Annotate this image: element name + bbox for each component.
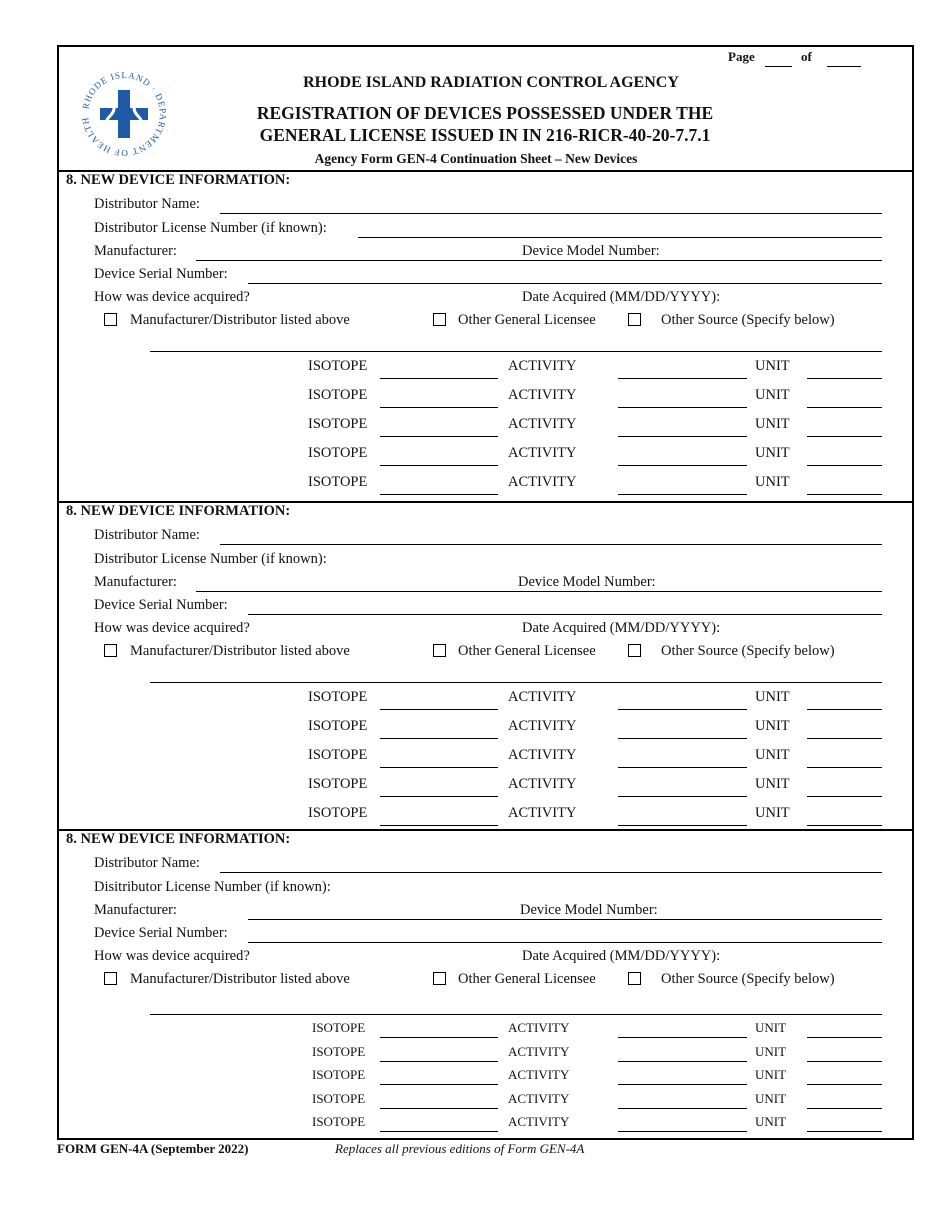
manufacturer-distributor-label: Manufacturer/Distributor listed above: [130, 312, 350, 328]
other-source-specify-field[interactable]: [150, 682, 882, 683]
distributor-license-label: Distributor License Number (if known):: [94, 220, 327, 236]
isotope-field[interactable]: [380, 465, 498, 466]
unit-label: UNIT: [755, 805, 790, 821]
unit-field[interactable]: [807, 1108, 882, 1109]
unit-label: UNIT: [755, 1114, 787, 1129]
page-total-field[interactable]: [827, 66, 861, 67]
form-title-line2: GENERAL LICENSE ISSUED IN IN 216-RICR-40-20-7.7.1: [259, 125, 711, 145]
unit-label: UNIT: [755, 718, 790, 734]
serial-number-field[interactable]: [248, 283, 882, 284]
activity-label: ACTIVITY: [508, 689, 577, 705]
activity-label: ACTIVITY: [508, 747, 577, 763]
unit-label: UNIT: [755, 1043, 787, 1059]
device-model-label: Device Model Number:: [520, 902, 658, 918]
unit-label: UNIT: [755, 358, 790, 374]
manufacturer-distributor-checkbox[interactable]: [104, 972, 117, 985]
other-source-specify-field[interactable]: [150, 351, 882, 352]
isotope-field[interactable]: [380, 378, 498, 379]
unit-label: UNIT: [755, 1067, 787, 1082]
activity-field[interactable]: [618, 738, 747, 739]
isotope-label: ISOTOPE: [312, 1114, 366, 1129]
section-title: 8. NEW DEVICE INFORMATION:: [66, 831, 291, 847]
manufacturer-label: Manufacturer:: [94, 574, 177, 590]
activity-field[interactable]: [618, 767, 747, 768]
how-acquired-label: How was device acquired?: [94, 948, 250, 964]
activity-label: ACTIVITY: [508, 1043, 570, 1059]
unit-field[interactable]: [807, 436, 882, 437]
other-source-label: Other Source (Specify below): [661, 971, 835, 987]
distributor-license-label: Disitributor License Number (if known):: [94, 879, 331, 895]
distributor-name-label: Distributor Name:: [94, 527, 200, 543]
isotope-label: ISOTOPE: [308, 776, 368, 792]
unit-label: UNIT: [755, 416, 790, 432]
activity-field[interactable]: [618, 1108, 747, 1109]
isotope-label: ISOTOPE: [312, 1067, 366, 1082]
manufacturer-field[interactable]: [248, 919, 882, 920]
unit-label: UNIT: [755, 445, 790, 461]
isotope-field[interactable]: [380, 1108, 498, 1109]
other-source-label: Other Source (Specify below): [661, 312, 835, 328]
manufacturer-distributor-checkbox[interactable]: [104, 313, 117, 326]
section-title: 8. NEW DEVICE INFORMATION:: [66, 503, 291, 519]
other-source-checkbox[interactable]: [628, 972, 641, 985]
activity-label: ACTIVITY: [508, 445, 577, 461]
date-acquired-label: Date Acquired (MM/DD/YYYY):: [522, 620, 721, 636]
form-subtitle: Agency Form GEN-4 Continuation Sheet – New Devices: [314, 151, 638, 166]
isotope-field[interactable]: [380, 738, 498, 739]
activity-label: ACTIVITY: [508, 1114, 570, 1129]
isotope-field[interactable]: [380, 1061, 498, 1062]
other-source-label: Other Source (Specify below): [661, 643, 835, 659]
unit-label: UNIT: [755, 689, 790, 705]
device-model-label: Device Model Number:: [518, 574, 656, 590]
activity-field[interactable]: [618, 796, 747, 797]
unit-field[interactable]: [807, 796, 882, 797]
manufacturer-distributor-checkbox[interactable]: [104, 644, 117, 657]
unit-field[interactable]: [807, 378, 882, 379]
how-acquired-label: How was device acquired?: [94, 620, 250, 636]
serial-number-field[interactable]: [248, 614, 882, 615]
serial-number-label: Device Serial Number:: [94, 597, 228, 613]
isotope-field[interactable]: [380, 1037, 498, 1038]
activity-label: ACTIVITY: [508, 474, 577, 490]
activity-field[interactable]: [618, 825, 747, 826]
isotope-label: ISOTOPE: [308, 718, 368, 734]
unit-label: UNIT: [755, 776, 790, 792]
manufacturer-field[interactable]: [196, 260, 882, 261]
unit-field[interactable]: [807, 1131, 882, 1132]
device-model-label: Device Model Number:: [522, 243, 660, 259]
other-general-licensee-label: Other General Licensee: [458, 643, 596, 659]
activity-label: ACTIVITY: [508, 1020, 570, 1035]
form-id: FORM GEN-4A (September 2022): [57, 1141, 249, 1156]
unit-field[interactable]: [807, 767, 882, 768]
isotope-label: ISOTOPE: [308, 747, 368, 763]
serial-number-label: Device Serial Number:: [94, 266, 228, 282]
isotope-label: ISOTOPE: [308, 445, 368, 461]
other-source-specify-field[interactable]: [150, 1014, 882, 1015]
distributor-name-field[interactable]: [220, 213, 882, 214]
distributor-name-field[interactable]: [220, 872, 882, 873]
isotope-field[interactable]: [380, 709, 498, 710]
unit-field[interactable]: [807, 1061, 882, 1062]
unit-field[interactable]: [807, 465, 882, 466]
unit-label: UNIT: [755, 387, 790, 403]
isotope-label: ISOTOPE: [312, 1090, 366, 1106]
activity-field[interactable]: [618, 436, 747, 437]
isotope-label: ISOTOPE: [308, 416, 368, 432]
distributor-name-label: Distributor Name:: [94, 855, 200, 871]
unit-field[interactable]: [807, 825, 882, 826]
isotope-field[interactable]: [380, 767, 498, 768]
serial-number-field[interactable]: [248, 942, 882, 943]
isotope-field[interactable]: [380, 825, 498, 826]
isotope-label: ISOTOPE: [308, 387, 368, 403]
other-general-licensee-checkbox[interactable]: [433, 644, 446, 657]
agency-name: RHODE ISLAND RADIATION CONTROL AGENCY: [303, 74, 679, 91]
manufacturer-label: Manufacturer:: [94, 243, 177, 259]
how-acquired-label: How was device acquired?: [94, 289, 250, 305]
activity-label: ACTIVITY: [508, 416, 577, 432]
activity-label: ACTIVITY: [508, 387, 577, 403]
isotope-field[interactable]: [380, 407, 498, 408]
date-acquired-label: Date Acquired (MM/DD/YYYY):: [522, 289, 721, 305]
other-general-licensee-checkbox[interactable]: [433, 972, 446, 985]
distributor-name-label: Distributor Name:: [94, 196, 200, 212]
manufacturer-field[interactable]: [196, 591, 882, 592]
activity-field[interactable]: [618, 378, 747, 379]
manufacturer-distributor-label: Manufacturer/Distributor listed above: [130, 971, 350, 987]
activity-field[interactable]: [618, 1084, 747, 1085]
isotope-label: ISOTOPE: [308, 474, 368, 490]
activity-label: ACTIVITY: [508, 1090, 570, 1106]
activity-field[interactable]: [618, 407, 747, 408]
activity-field[interactable]: [618, 1037, 747, 1038]
unit-field[interactable]: [807, 494, 882, 495]
unit-label: UNIT: [755, 1090, 787, 1106]
activity-label: ACTIVITY: [508, 1067, 570, 1082]
isotope-field[interactable]: [380, 436, 498, 437]
unit-field[interactable]: [807, 1084, 882, 1085]
unit-label: UNIT: [755, 747, 790, 763]
isotope-field[interactable]: [380, 494, 498, 495]
isotope-field[interactable]: [380, 796, 498, 797]
unit-label: UNIT: [755, 1020, 787, 1035]
distributor-license-field[interactable]: [358, 237, 882, 238]
isotope-label: ISOTOPE: [308, 805, 368, 821]
page-number-field[interactable]: [765, 66, 792, 67]
isotope-field[interactable]: [380, 1084, 498, 1085]
activity-field[interactable]: [618, 1131, 747, 1132]
other-general-licensee-checkbox[interactable]: [433, 313, 446, 326]
page-label: Page: [728, 49, 755, 64]
activity-label: ACTIVITY: [508, 358, 577, 374]
isotope-label: ISOTOPE: [308, 689, 368, 705]
of-label: of: [801, 49, 812, 64]
serial-number-label: Device Serial Number:: [94, 925, 228, 941]
unit-field[interactable]: [807, 709, 882, 710]
unit-field[interactable]: [807, 407, 882, 408]
other-source-checkbox[interactable]: [628, 644, 641, 657]
section-title: 8. NEW DEVICE INFORMATION:: [66, 172, 291, 188]
activity-label: ACTIVITY: [508, 776, 577, 792]
isotope-label: ISOTOPE: [312, 1020, 366, 1035]
isotope-field[interactable]: [380, 1131, 498, 1132]
isotope-label: ISOTOPE: [308, 358, 368, 374]
manufacturer-distributor-label: Manufacturer/Distributor listed above: [130, 643, 350, 659]
activity-label: ACTIVITY: [508, 805, 577, 821]
activity-field[interactable]: [618, 494, 747, 495]
svg-text:RHODE ISLAND · DEPARTMENT OF H: RHODE ISLAND · DEPARTMENT OF HEALTH: [80, 70, 168, 158]
unit-label: UNIT: [755, 474, 790, 490]
distributor-name-field[interactable]: [220, 544, 882, 545]
form-edition-note: Replaces all previous editions of Form GEN-4A: [335, 1141, 585, 1156]
date-acquired-label: Date Acquired (MM/DD/YYYY):: [522, 948, 721, 964]
form-title-line1: REGISTRATION OF DEVICES POSSESSED UNDER THE: [256, 103, 714, 123]
unit-field[interactable]: [807, 1037, 882, 1038]
other-general-licensee-label: Other General Licensee: [458, 312, 596, 328]
activity-label: ACTIVITY: [508, 718, 577, 734]
activity-field[interactable]: [618, 709, 747, 710]
distributor-license-label: Distributor License Number (if known):: [94, 551, 327, 567]
other-general-licensee-label: Other General Licensee: [458, 971, 596, 987]
manufacturer-label: Manufacturer:: [94, 902, 177, 918]
other-source-checkbox[interactable]: [628, 313, 641, 326]
isotope-label: ISOTOPE: [312, 1043, 366, 1059]
activity-field[interactable]: [618, 1061, 747, 1062]
activity-field[interactable]: [618, 465, 747, 466]
unit-field[interactable]: [807, 738, 882, 739]
